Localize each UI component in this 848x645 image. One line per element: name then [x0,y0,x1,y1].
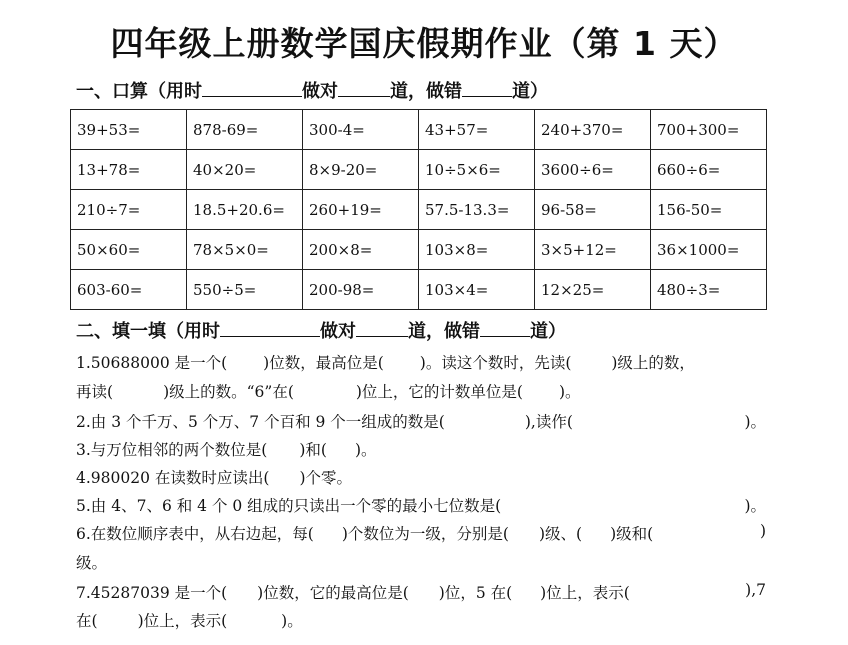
question-text: )级、( [538,525,583,543]
question-text: 再读( [76,383,114,401]
section-2-done-label: 做对 [320,321,356,342]
question-text: 2.由 3 个千万、5 个万、7 个百和 9 个一组成的数是( [76,413,445,431]
question-text: 5.由 4、7、6 和 4 个 0 组成的只读出一个零的最小七位数是( [76,497,502,515]
table-cell: 210÷7= [71,190,187,230]
table-cell: 18.5+20.6= [187,190,303,230]
section-1-end-label: 道） [512,81,548,102]
question-text: 级。 [76,554,108,572]
question-5 [76,494,766,516]
table-cell: 103×4= [419,270,535,310]
section-1-done-label: 做对 [302,81,338,102]
table-cell: 50×60= [71,230,187,270]
question-text: 在( [76,612,98,630]
question-text: )。 [281,612,303,630]
question-4 [76,466,766,488]
question-text: )级和( [610,525,654,543]
question-text: )级上的数， [611,354,695,372]
question-text: )位，5 在( [438,584,513,602]
question-6-line-2 [76,551,766,573]
question-text: )。 [354,441,377,459]
question-text: 1.50688000 是一个( [76,354,228,372]
correct-blank [338,80,390,97]
section-2-heading [76,317,566,343]
table-cell: 13+78= [71,150,187,190]
section-2-wrong-label: 道，做错 [408,321,480,342]
question-7-line-1 [76,581,766,603]
question-text: )位数，它的最高位是( [257,584,409,602]
question-7-line-2 [76,609,766,631]
question-text: 6.在数位顺序表中，从右边起，每( [76,525,314,543]
table-row [71,190,767,230]
table-row [71,110,767,150]
table-cell: 603-60= [71,270,187,310]
table-cell: 12×25= [535,270,651,310]
question-text: )位上，表示( [540,584,630,602]
table-cell: 96-58= [535,190,651,230]
time-blank [220,320,320,337]
question-text: ) [759,522,766,540]
table-cell: 240+370= [535,110,651,150]
question-text: )位上，表示( [137,612,228,630]
question-3 [76,438,766,460]
table-cell: 660÷6= [651,150,767,190]
question-text: ),7 [745,581,766,599]
page-title: 四年级上册数学国庆假期作业（第 1 天） [110,24,738,63]
mental-math-table [70,109,767,310]
question-text: 7.45287039 是一个( [76,584,228,602]
table-cell: 43+57= [419,110,535,150]
table-cell: 3600÷6= [535,150,651,190]
section-2-end-label: 道） [530,321,566,342]
table-cell: 700+300= [651,110,767,150]
wrong-blank [462,80,512,97]
table-cell: 300-4= [303,110,419,150]
table-cell: 156-50= [651,190,767,230]
table-cell: 40×20= [187,150,303,190]
table-cell: 260+19= [303,190,419,230]
correct-blank [356,320,408,337]
wrong-blank [480,320,530,337]
table-row [71,270,767,310]
question-6-line-1 [76,522,766,544]
table-row [71,150,767,190]
question-2 [76,410,766,432]
table-cell: 550÷5= [187,270,303,310]
table-cell: 8×9-20= [303,150,419,190]
table-cell: 200-98= [303,270,419,310]
table-cell: 39+53= [71,110,187,150]
table-cell: 10÷5×6= [419,150,535,190]
table-cell: 3×5+12= [535,230,651,270]
question-text: )个零。 [299,469,352,487]
question-text: 4.980020 在读数时应读出( [76,469,270,487]
question-text: )和( [299,441,327,459]
table-row [71,230,767,270]
section-2-label: 二、填一填（用时 [76,321,220,342]
question-text: )级上的数。“6”在( [163,383,294,401]
question-text: )。读这个数时，先读( [419,354,572,372]
time-blank [202,80,302,97]
question-text: )。 [744,413,766,431]
table-cell: 878-69= [187,110,303,150]
table-cell: 78×5×0= [187,230,303,270]
section-1-wrong-label: 道，做错 [390,81,462,102]
table-cell: 103×8= [419,230,535,270]
question-1-line-2 [76,380,766,402]
question-text: )位上，它的计数单位是( [355,383,523,401]
question-1-line-1 [76,351,766,373]
question-text: )。 [744,497,766,515]
table-cell: 57.5-13.3= [419,190,535,230]
question-text: )个数位为一级，分别是( [341,525,509,543]
table-cell: 480÷3= [651,270,767,310]
question-text: )。 [558,383,581,401]
question-text: )位数，最高位是( [263,354,384,372]
section-1-label: 一、口算（用时 [76,81,202,102]
table-cell: 200×8= [303,230,419,270]
question-text: 3.与万位相邻的两个数位是( [76,441,268,459]
section-1-heading [76,77,548,103]
table-cell: 36×1000= [651,230,767,270]
question-text: ),读作( [524,413,573,431]
